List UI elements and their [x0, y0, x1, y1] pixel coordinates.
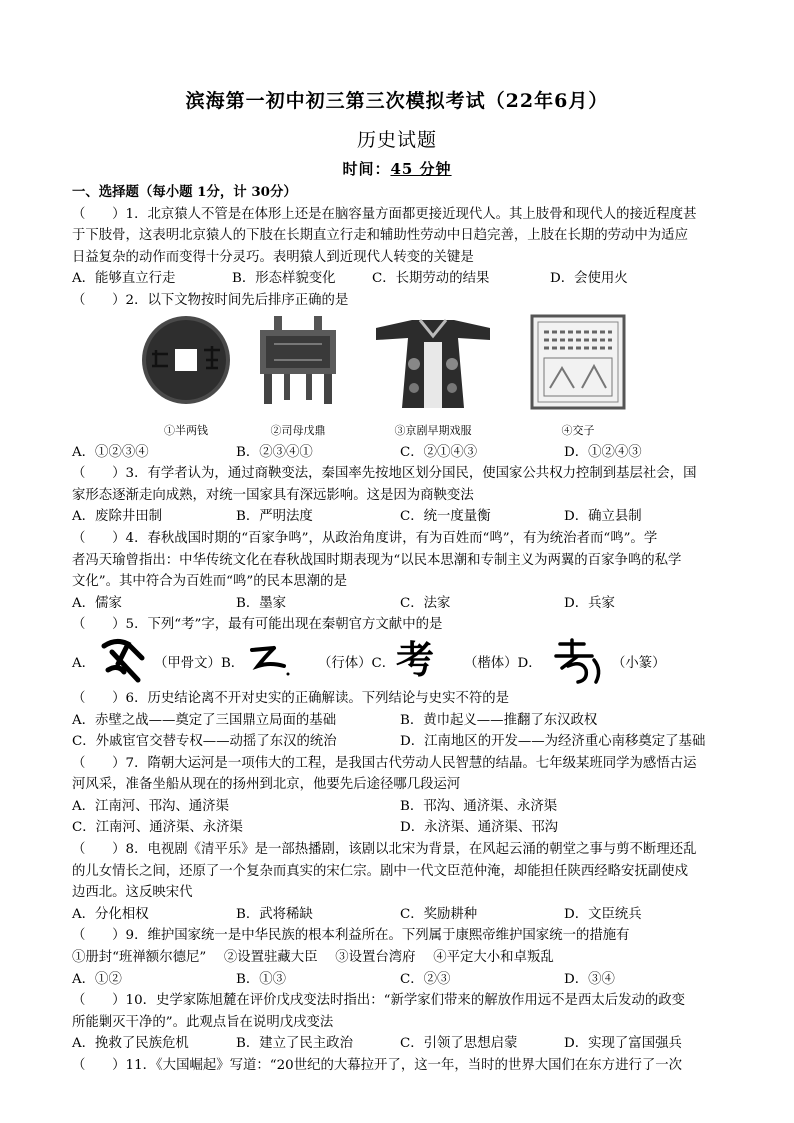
- q7-line-1: （ ）7．隋朝大运河是一项伟大的工程，是我国古代劳动人民智慧的结晶。七年级某班同学为感悟古运: [72, 755, 697, 771]
- q5-option-a-label[interactable]: A．: [72, 655, 96, 671]
- q7-option-d[interactable]: D．永济渠、通济渠、邗沟: [400, 820, 559, 836]
- q9-option-a[interactable]: A．①②: [72, 971, 122, 987]
- q5-note-a: （甲骨文）B．: [154, 655, 245, 671]
- q1-options: [72, 268, 728, 290]
- costume-figure: [368, 314, 498, 442]
- q4-line-3: 文化”。其中符合为百姓而“鸣”的民本思潮的是: [72, 574, 347, 590]
- q8-option-d[interactable]: D．文臣统兵: [564, 906, 642, 922]
- oracle-bone-glyph-icon: [98, 636, 150, 686]
- q6-option-d[interactable]: D．江南地区的开发——为经济重心南移奠定了基础: [400, 734, 706, 750]
- q1-option-b[interactable]: B．形态样貌变化: [232, 271, 336, 287]
- q4-options: [72, 593, 728, 615]
- question-body: [72, 182, 728, 1077]
- q4-line-1: （ ）4．春秋战国时期的“百家争鸣”，从政治角度讲，有为百姓而“鸣”，有为统治者而“鸣”。学: [72, 530, 658, 546]
- q2-option-a[interactable]: A．①②③④: [72, 444, 149, 460]
- q7-line-2: 河风采，准备坐船从现在的扬州到北京，他要先后途径哪几段运河: [72, 777, 461, 793]
- q4-line-2: 者冯天瑜曾指出：中华传统文化在春秋战国时期表现为“以民本思潮和专制主义为两翼的百家争鸣的私学: [72, 552, 682, 568]
- q2-stem: （ ）2．以下文物按时间先后排序正确的是: [72, 292, 349, 308]
- exam-subject: 历史试题: [356, 129, 437, 151]
- time-value: 45 分钟: [390, 160, 452, 178]
- q8-options: [72, 904, 728, 926]
- ban-liang-coin-image: [130, 314, 242, 410]
- jiaozi-banknote-image: [530, 314, 626, 410]
- q5-note-c: （楷体）D．: [464, 655, 542, 671]
- q9-option-d[interactable]: D．③④: [564, 971, 615, 987]
- q7-option-a[interactable]: A．江南河、邗沟、通济渠: [72, 798, 229, 814]
- q6-option-b[interactable]: B．黄巾起义——推翻了东汉政权: [400, 712, 598, 728]
- q1-line-2: 于下肢骨，这表明北京猿人的下肢在长期直立行走和辅助性劳动中日趋完善，上肢在长期的劳动中为适应: [72, 228, 688, 244]
- q7-option-b[interactable]: B．邗沟、通济渠、永济渠: [400, 798, 558, 814]
- q10-line-1: （ ）10．史学家陈旭麓在评价戊戌变法时指出：“新学家们带来的解放作用远不是西太后发动的政变: [72, 993, 686, 1009]
- q1-line-1: （ ）1．北京猿人不管是在体形上还是在脑容量方面都更接近现代人。其上肢骨和现代人的接近程度甚: [72, 206, 697, 222]
- q11-stem: （ ）11．《大国崛起》写道：“20世纪的大幕拉开了，这一年，当时的世界大国们在东方进行了一次: [72, 1058, 683, 1073]
- q8-option-a[interactable]: A．分化相权: [72, 906, 149, 922]
- q10-option-d[interactable]: D．实现了富国强兵: [564, 1036, 682, 1052]
- q2-option-b[interactable]: B．②③④①: [236, 444, 313, 460]
- q2-option-d[interactable]: D．①②④③: [564, 444, 642, 460]
- coin-figure: [130, 314, 242, 442]
- q4-option-d[interactable]: D．兵家: [564, 595, 615, 611]
- running-script-glyph-icon: [244, 636, 300, 686]
- exam-title: 滨海第一初中初三第三次模拟考试（22年6月）: [185, 90, 609, 112]
- caption-1: ①半两钱: [164, 424, 208, 438]
- q8-line-3: 边西北。这反映宋代: [72, 885, 193, 901]
- q5-note-b: （行体）C．: [318, 655, 396, 671]
- q8-line-1: （ ）8．电视剧《清平乐》是一部热播剧，该剧以北宋为背景，在风起云涌的朝堂之事与剪不断理还乱: [72, 842, 697, 858]
- q1-option-c[interactable]: C．长期劳动的结果: [372, 271, 490, 287]
- q6-options-row-2: [72, 731, 728, 753]
- q3-line-1: （ ）3．有学者认为，通过商鞅变法，秦国率先按地区划分国民，使国家公共权力控制到基层社会，国: [72, 466, 697, 482]
- caption-2: ②司母戊鼎: [270, 424, 326, 438]
- q9-items: ①册封“班禅额尔德尼” ②设置驻藏大臣 ③设置台湾府 ④平定大小和卓叛乱: [72, 950, 554, 966]
- ding-figure: [244, 314, 352, 442]
- q6-options-row-1: [72, 710, 728, 732]
- q4-option-a[interactable]: A．儒家: [72, 595, 122, 611]
- section-heading: 一、选择题（每小题 1分，计 30分）: [72, 184, 297, 200]
- q6-stem: （ ）6．历史结论离不开对史实的正确解读。下列结论与史实不符的是: [72, 690, 510, 706]
- q8-option-b[interactable]: B．武将稀缺: [236, 906, 313, 922]
- q10-option-c[interactable]: C．引领了思想启蒙: [400, 1036, 518, 1052]
- q1-option-d[interactable]: D．会使用火: [550, 271, 628, 287]
- q6-option-c[interactable]: C．外戚宦官交替专权——动摇了东汉的统治: [72, 734, 337, 750]
- q10-option-a[interactable]: A．挽救了民族危机: [72, 1036, 189, 1052]
- q3-option-b[interactable]: B．严明法度: [236, 509, 313, 525]
- q3-option-c[interactable]: C．统一度量衡: [400, 509, 491, 525]
- caption-3: ③京剧早期戏服: [394, 424, 472, 438]
- q4-option-b[interactable]: B．墨家: [236, 595, 287, 611]
- caption-4: ④交子: [561, 424, 595, 438]
- exam-time: 时间：45 分钟: [342, 160, 452, 178]
- q5-note-d: （小篆）: [612, 655, 666, 671]
- q2-artifact-images: [72, 314, 728, 438]
- q6-option-a[interactable]: A．赤壁之战——奠定了三国鼎立局面的基础: [72, 712, 337, 728]
- q3-options: [72, 506, 728, 528]
- q1-line-3: 日益复杂的动作而变得十分灵巧。表明猿人到近现代人转变的关键是: [72, 249, 474, 265]
- q1-option-a[interactable]: A．能够直立行走: [72, 271, 176, 287]
- q10-options: [72, 1033, 728, 1055]
- q8-option-c[interactable]: C．奖励耕种: [400, 906, 478, 922]
- q9-option-b[interactable]: B．①③: [236, 971, 287, 987]
- q3-option-d[interactable]: D．确立县制: [564, 509, 642, 525]
- q7-option-c[interactable]: C．江南河、通济渠、永济渠: [72, 820, 243, 836]
- q10-option-b[interactable]: B．建立了民主政治: [236, 1036, 353, 1052]
- q4-option-c[interactable]: C．法家: [400, 595, 451, 611]
- q5-options: [72, 636, 728, 688]
- q5-stem: （ ）5．下列“考”字，最有可能出现在秦朝官方文献中的是: [72, 617, 443, 633]
- simuwu-ding-image: [244, 314, 352, 410]
- jiaozi-figure: [530, 314, 626, 442]
- opera-costume-image: [368, 314, 498, 410]
- q7-options-row-2: [72, 817, 728, 839]
- q10-line-2: 所能剿灭干净的”。此观点旨在说明戊戌变法: [72, 1014, 334, 1030]
- q8-line-2: 的儿女情长之间，还原了一个复杂而真实的宋仁宗。剧中一代文臣范仲淹，却能担任陕西经略安抚副使戍: [72, 863, 688, 879]
- q3-line-2: 家形态逐渐走向成熟，对统一国家具有深远影响。这是因为商鞅变法: [72, 487, 474, 503]
- q9-options: [72, 969, 728, 991]
- q9-option-c[interactable]: C．②③: [400, 971, 451, 987]
- q9-stem: （ ）9．维护国家统一是中华民族的根本利益所在。下列属于康熙帝维护国家统一的措施有: [72, 928, 630, 944]
- q2-option-c[interactable]: C．②①④③: [400, 444, 478, 460]
- regular-script-glyph: 考: [396, 636, 435, 682]
- q3-option-a[interactable]: A．废除井田制: [72, 509, 163, 525]
- q2-options: [72, 442, 728, 464]
- small-seal-glyph-icon: [548, 636, 608, 686]
- q7-options-row-1: [72, 796, 728, 818]
